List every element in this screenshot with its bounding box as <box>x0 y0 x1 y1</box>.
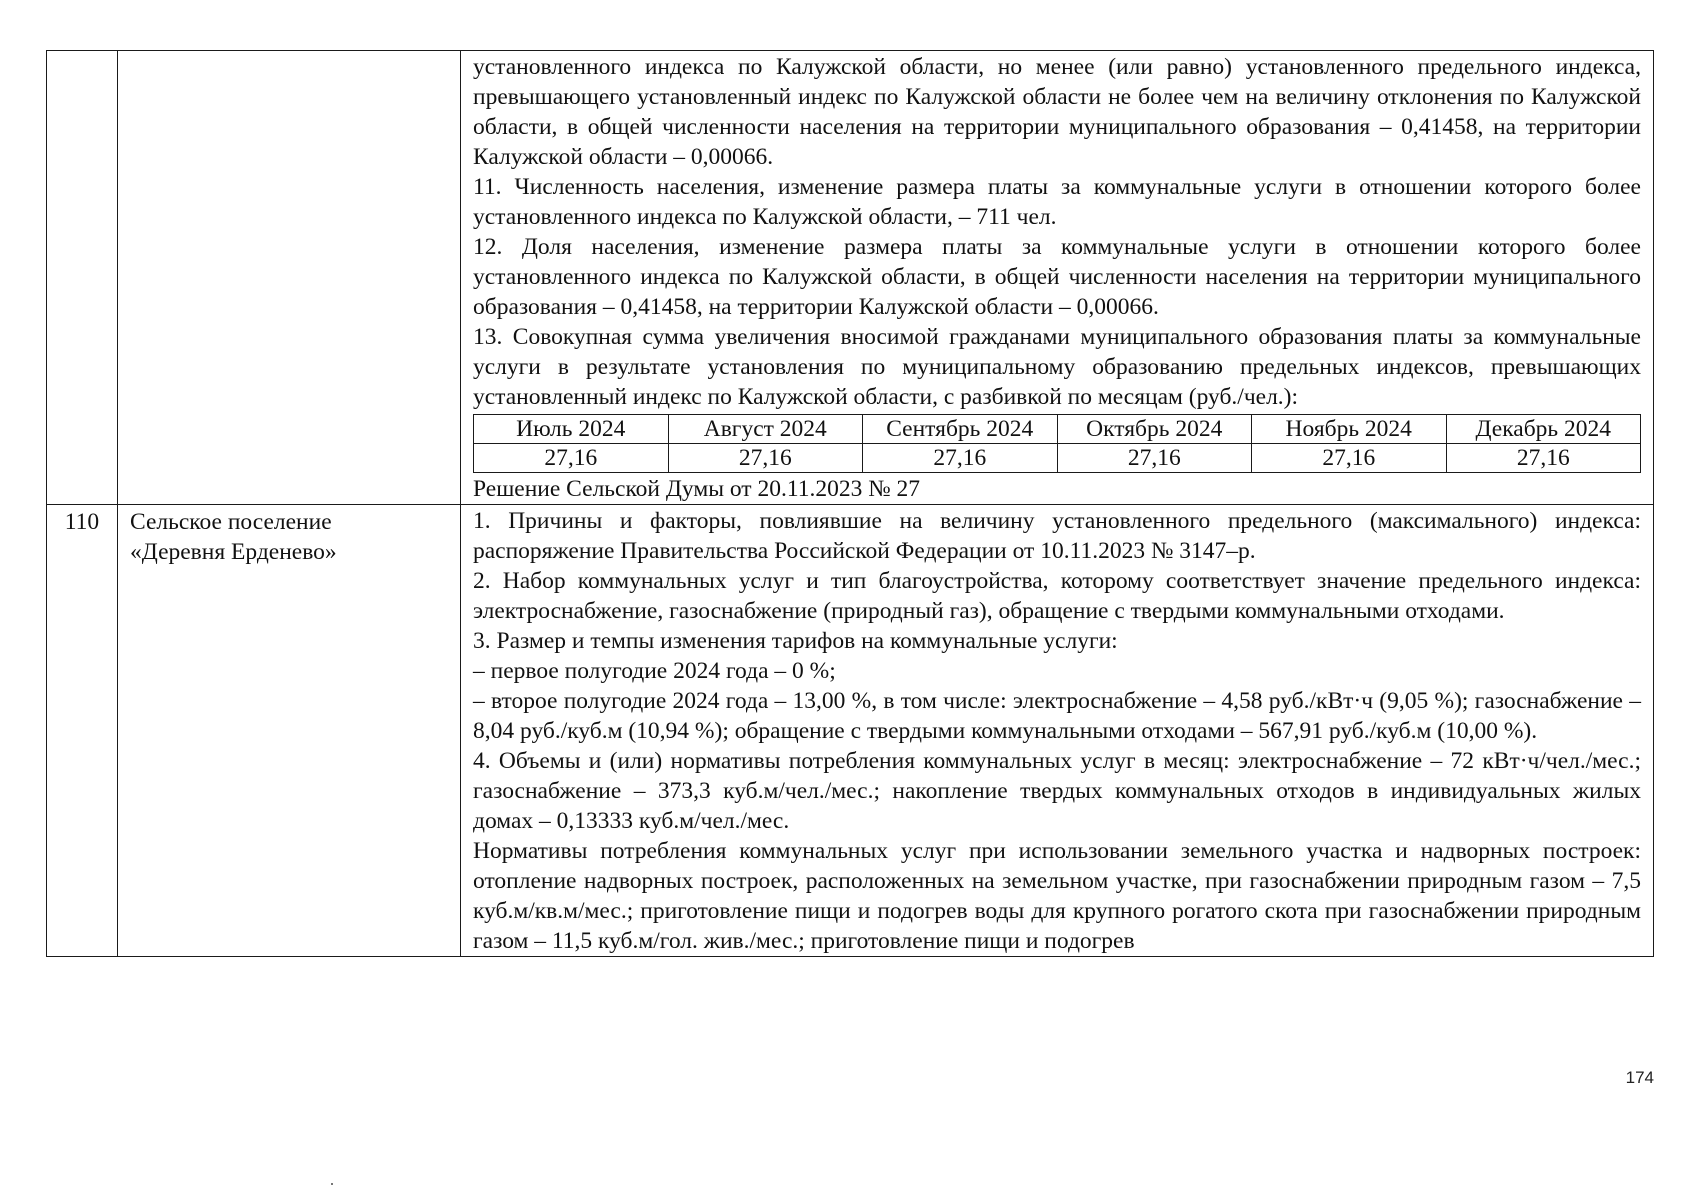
paragraph: – первое полугодие 2024 года – 0 %; <box>473 658 836 684</box>
row-number-cell: 110 <box>47 505 118 957</box>
paragraph: 13. Совокупная сумма увеличения вносимой гражданами муниципального образования платы за коммунальные услуги в результате установления по муниципальному образованию предельных индексов, превышающих установленный индекс по Калужской области, с разбивкой по месяцам (руб./чел.): <box>473 324 1641 410</box>
month-value: 27,16 <box>1252 444 1447 473</box>
row-name-cell <box>118 505 461 957</box>
table-row <box>47 51 1654 505</box>
page-number: 174 <box>1625 1068 1654 1087</box>
month-header: Сентябрь 2024 <box>863 415 1058 444</box>
months-value-row <box>474 444 1641 473</box>
month-header: Ноябрь 2024 <box>1252 415 1447 444</box>
month-value: 27,16 <box>1057 444 1252 473</box>
row-content-cell <box>461 51 1654 505</box>
settlement-name-line: «Деревня Ерденево» <box>130 539 337 565</box>
row-name-cell <box>118 51 461 505</box>
month-header: Декабрь 2024 <box>1446 415 1641 444</box>
month-value: 27,16 <box>668 444 863 473</box>
decision-reference: Решение Сельской Думы от 20.11.2023 № 27 <box>473 476 921 502</box>
scan-speck <box>331 1183 333 1185</box>
settlement-name-line: Сельское поселение <box>130 509 332 535</box>
paragraph: 12. Доля населения, изменение размера платы за коммунальные услуги в отношении которого более установленного индекса по Калужской области, в общей численности населения на территории муниципального образования – 0,41458, на территории Калужской области – 0,00066. <box>473 234 1641 320</box>
month-header: Октябрь 2024 <box>1057 415 1252 444</box>
row-content-cell <box>461 505 1654 957</box>
monthly-increase-table <box>473 414 1641 473</box>
paragraph: Нормативы потребления коммунальных услуг при использовании земельного участка и надворных построек: отопление надворных построек, расположенных на земельном участке, при газоснабжении природным газом – 7,5 куб.м/кв.м/мес.; приготовление пищи и подогрев воды для крупного рогатого скота при газоснабжении природным газом – 11,5 куб.м/гол. жив./мес.; приготовление пищи и подогрев <box>473 838 1641 954</box>
paragraph: 11. Численность населения, изменение размера платы за коммунальные услуги в отношении которого более установленного индекса по Калужской области, – 711 чел. <box>473 174 1641 230</box>
indices-table <box>46 50 1654 957</box>
months-header-row <box>474 415 1641 444</box>
paragraph: 2. Набор коммунальных услуг и тип благоустройства, которому соответствует значение предельного индекса: электроснабжение, газоснабжение (природный газ), обращение с твердыми коммунальными отходами. <box>473 568 1641 624</box>
paragraph: установленного индекса по Калужской области, но менее (или равно) установленного предельного индекса, превышающего установленный индекс по Калужской области не более чем на величину отклонения по Калужской области, в общей численности населения на территории муниципального образования – 0,41458, на территории Калужской области – 0,00066. <box>473 54 1641 170</box>
month-value: 27,16 <box>474 444 669 473</box>
row-number-cell <box>47 51 118 505</box>
paragraph: – второе полугодие 2024 года – 13,00 %, в том числе: электроснабжение – 4,58 руб./кВт·ч (9,05 %); газоснабжение – 8,04 руб./куб.м (10,94 %); обращение с твердыми коммунальными отходами – 567,91 руб./куб.м (10,00 %). <box>473 688 1641 744</box>
month-header: Июль 2024 <box>474 415 669 444</box>
paragraph: 1. Причины и факторы, повлиявшие на величину установленного предельного (максимального) индекса: распоряжение Правительства Российской Федерации от 10.11.2023 № 3147–р. <box>473 508 1641 564</box>
month-value: 27,16 <box>863 444 1058 473</box>
month-header: Август 2024 <box>668 415 863 444</box>
paragraph: 4. Объемы и (или) нормативы потребления коммунальных услуг в месяц: электроснабжение – 72 кВт·ч/чел./мес.; газоснабжение – 373,3 куб.м/чел./мес.; накопление твердых коммунальных отходов в индивидуальных жилых домах – 0,13333 куб.м/чел./мес. <box>473 748 1641 834</box>
paragraph: 3. Размер и темпы изменения тарифов на коммунальные услуги: <box>473 628 1118 654</box>
month-value: 27,16 <box>1446 444 1641 473</box>
table-row <box>47 505 1654 957</box>
